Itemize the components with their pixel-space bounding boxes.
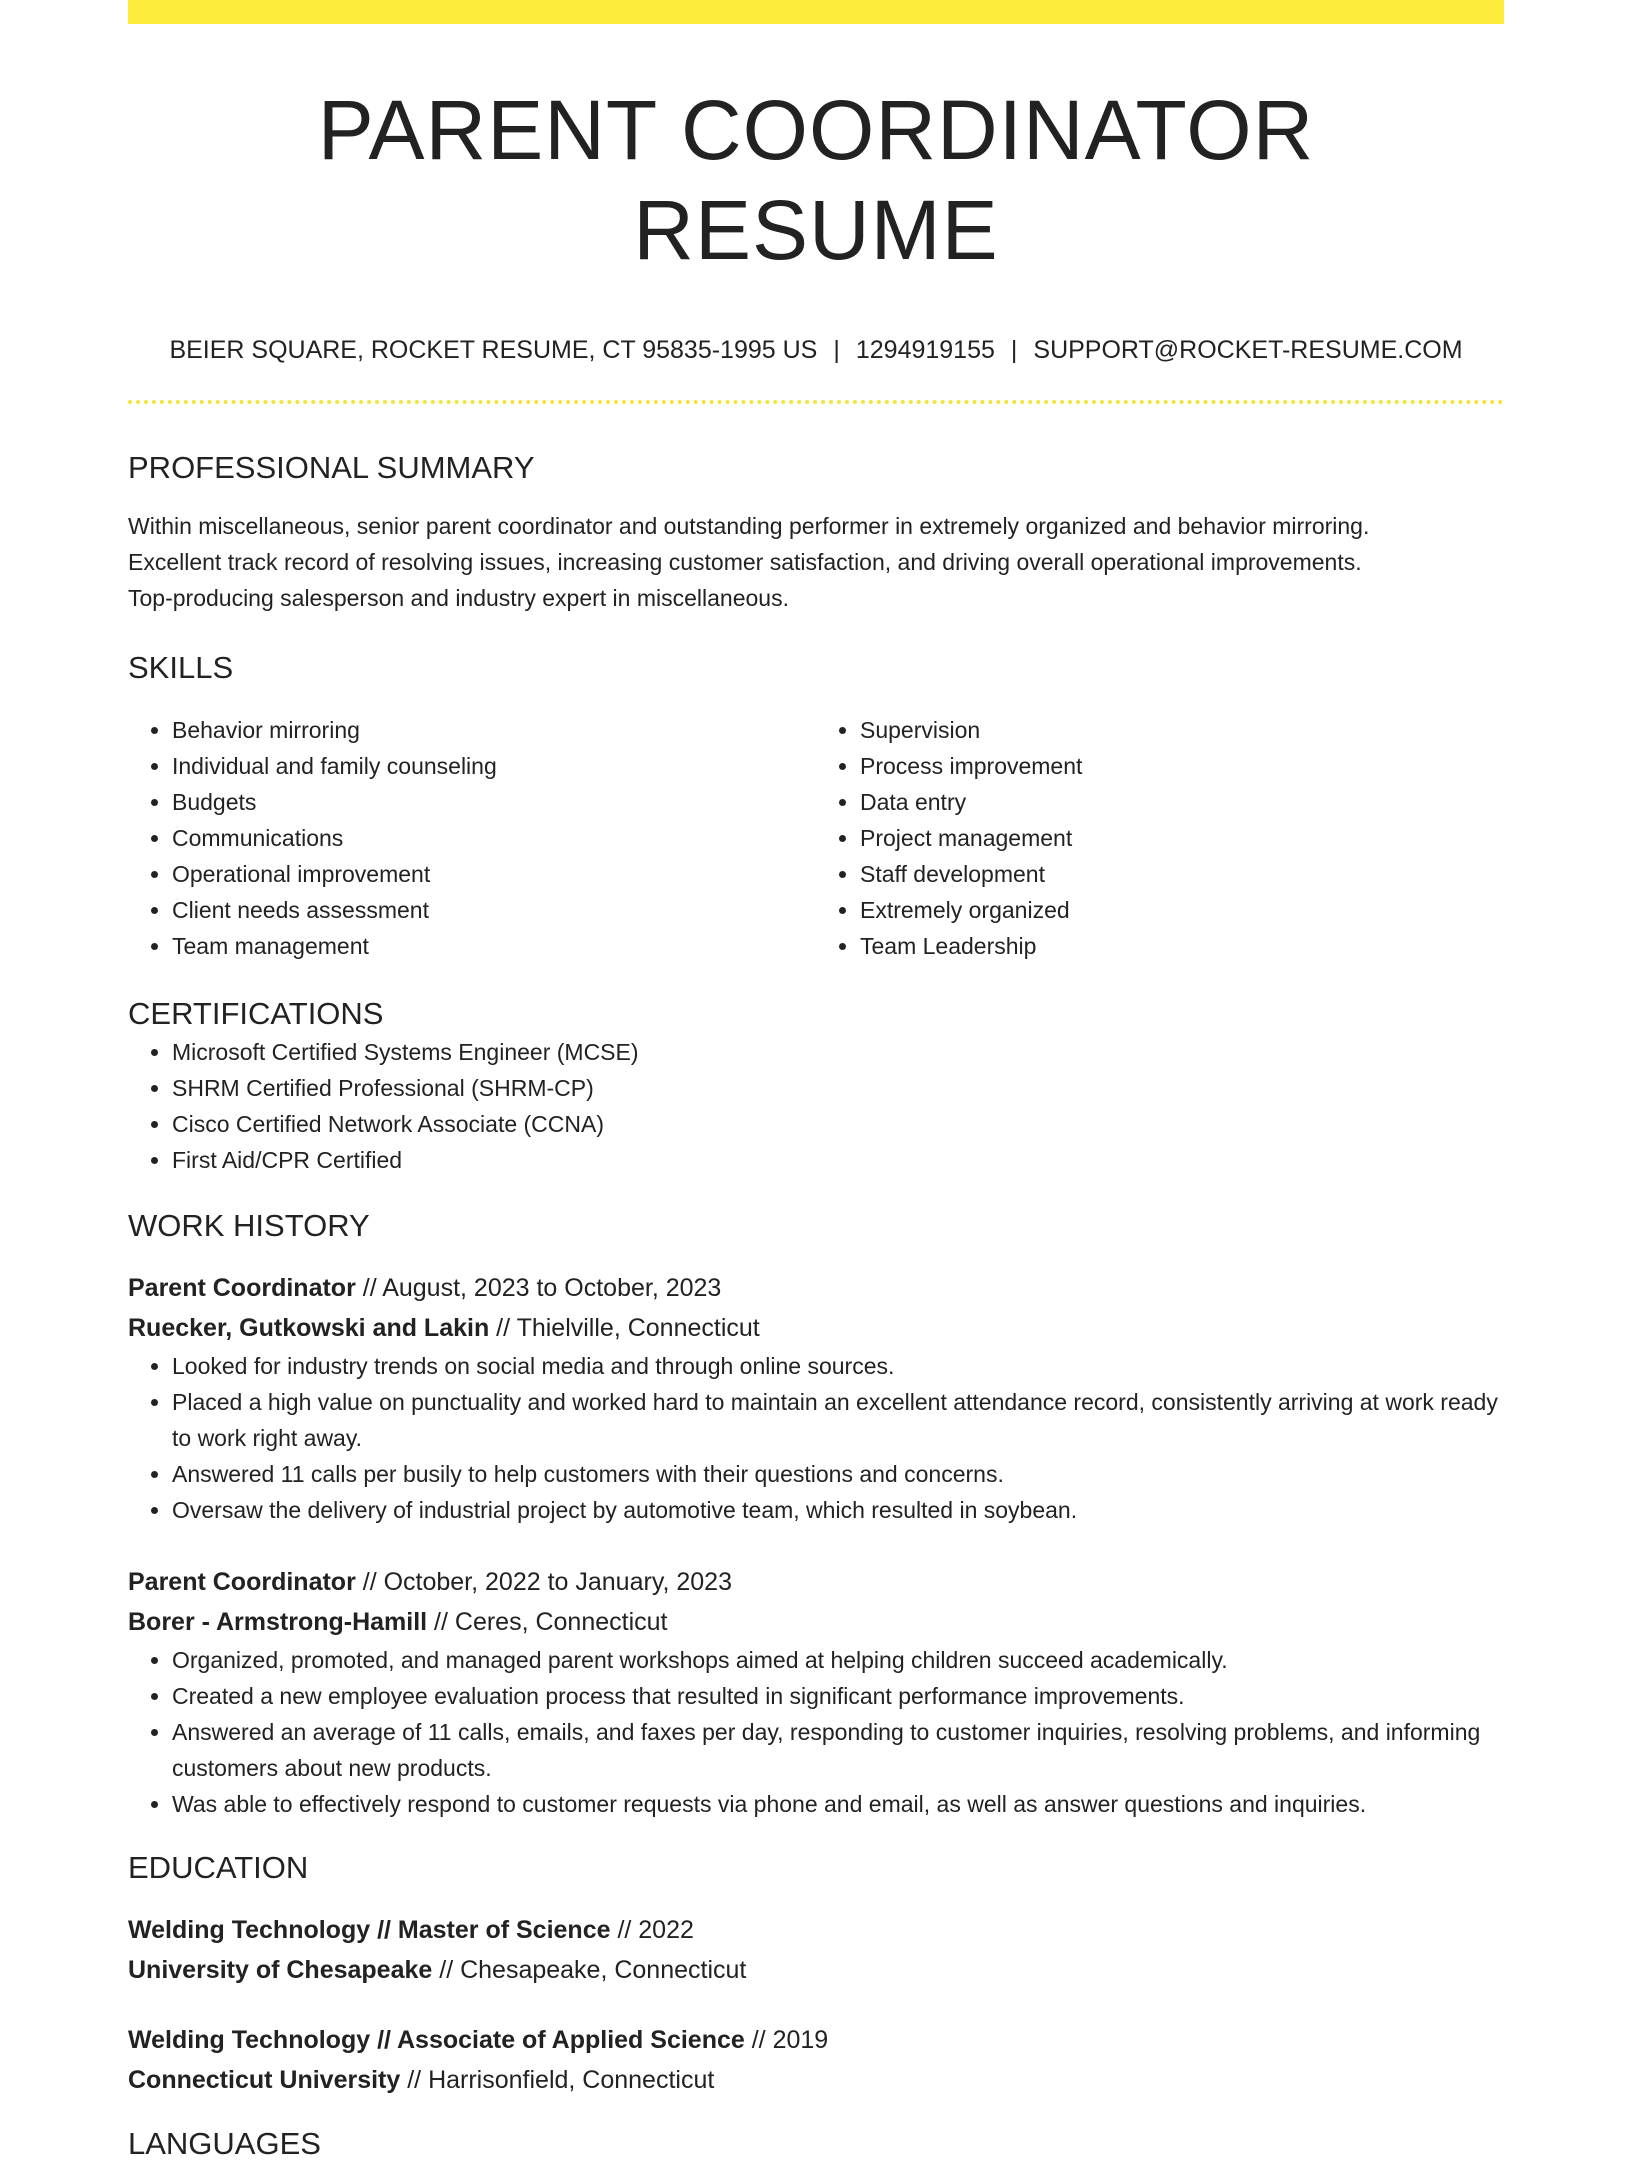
skills-heading: SKILLS xyxy=(128,650,234,685)
contact-address: BEIER SQUARE, ROCKET RESUME, CT 95835-1995 US xyxy=(169,336,818,364)
job-duty: • Placed a high value on punctuality and worked hard to maintain an excellent attendance record, consistently arriving at work ready to work right away. xyxy=(172,1384,1504,1456)
job-location: // Ceres, Connecticut xyxy=(427,1608,668,1636)
skill-item: • Team management xyxy=(172,928,816,964)
skill-item: • Staff development xyxy=(860,856,1504,892)
resume-content xyxy=(128,0,1504,2164)
skill-item: • Process improvement xyxy=(860,748,1504,784)
job-title-line xyxy=(128,1562,1504,1602)
education-degree-line xyxy=(128,1910,1504,1950)
job-dates: // August, 2023 to October, 2023 xyxy=(355,1274,722,1302)
job-duty: • Answered an average of 11 calls, emails, and faxes per day, responding to customer inquiries, resolving problems, and informing customers about new products. xyxy=(172,1714,1504,1786)
education-school-line xyxy=(128,1950,1504,1990)
skills-column-right xyxy=(816,712,1504,964)
job-duty: • Was able to effectively respond to customer requests via phone and email, as well as answer questions and inquiries. xyxy=(172,1786,1504,1822)
job-company-line xyxy=(128,1308,1504,1348)
education-degree-line xyxy=(128,2020,1504,2060)
contact-separator: | xyxy=(1010,336,1018,364)
education-year: // 2022 xyxy=(610,1916,694,1944)
skills-grid xyxy=(128,712,1504,964)
certification-item: • Microsoft Certified Systems Engineer (MCSE) xyxy=(172,1034,1504,1070)
skill-item: • Budgets xyxy=(172,784,816,820)
work-history-heading: WORK HISTORY xyxy=(128,1208,370,1243)
skill-item: • Communications xyxy=(172,820,816,856)
job-role: Parent Coordinator xyxy=(128,1274,356,1302)
education-school-line xyxy=(128,2060,1504,2100)
job-company: Ruecker, Gutkowski and Lakin xyxy=(128,1314,490,1342)
certifications-heading: CERTIFICATIONS xyxy=(128,996,384,1031)
job-duties xyxy=(128,1642,1504,1822)
skill-item: • Data entry xyxy=(860,784,1504,820)
job-dates: // October, 2022 to January, 2023 xyxy=(355,1568,732,1596)
summary-heading: PROFESSIONAL SUMMARY xyxy=(128,450,535,485)
education-location: // Chesapeake, Connecticut xyxy=(432,1956,747,1984)
certification-item: • SHRM Certified Professional (SHRM-CP) xyxy=(172,1070,1504,1106)
job-title-line xyxy=(128,1268,1504,1308)
skill-item: • Team Leadership xyxy=(860,928,1504,964)
job-location: // Thielville, Connecticut xyxy=(489,1314,760,1342)
education-degree: Welding Technology // Associate of Applied Science xyxy=(128,2026,745,2054)
education-location: // Harrisonfield, Connecticut xyxy=(400,2066,715,2094)
education-school: University of Chesapeake xyxy=(128,1956,433,1984)
job-duty: • Oversaw the delivery of industrial project by automotive team, which resulted in soybean. xyxy=(172,1492,1504,1528)
summary-line: Top-producing salesperson and industry expert in miscellaneous. xyxy=(128,585,789,611)
job-entry xyxy=(128,1562,1504,1822)
certification-item: • Cisco Certified Network Associate (CCNA) xyxy=(172,1106,1504,1142)
job-duty: • Organized, promoted, and managed parent workshops aimed at helping children succeed academically. xyxy=(172,1642,1504,1678)
skill-item: • Individual and family counseling xyxy=(172,748,816,784)
skill-item: • Client needs assessment xyxy=(172,892,816,928)
skill-item: • Extremely organized xyxy=(860,892,1504,928)
certifications-list xyxy=(128,1034,1504,1178)
summary-line: Within miscellaneous, senior parent coordinator and outstanding performer in extremely organized and behavior mirroring. xyxy=(128,513,1370,539)
certification-item: • First Aid/CPR Certified xyxy=(172,1142,1504,1178)
job-duty: • Looked for industry trends on social media and through online sources. xyxy=(172,1348,1504,1384)
job-duties xyxy=(128,1348,1504,1528)
education-heading: EDUCATION xyxy=(128,1850,309,1885)
resume-title: PARENT COORDINATOR RESUME xyxy=(317,83,1315,277)
job-entry xyxy=(128,1268,1504,1528)
education-year: // 2019 xyxy=(744,2026,829,2054)
dotted-divider xyxy=(128,400,1504,404)
contact-email: SUPPORT@ROCKET-RESUME.COM xyxy=(1033,336,1463,364)
education-entry xyxy=(128,1910,1504,1990)
contact-separator: | xyxy=(833,336,840,364)
job-role: Parent Coordinator xyxy=(128,1568,356,1596)
job-company: Borer - Armstrong-Hamill xyxy=(128,1608,428,1636)
skill-item: • Operational improvement xyxy=(172,856,816,892)
summary-line: Excellent track record of resolving issues, increasing customer satisfaction, and driving overall operational improvements. xyxy=(128,549,1362,575)
summary-paragraph xyxy=(128,508,1504,616)
education-degree: Welding Technology // Master of Science xyxy=(128,1916,611,1944)
job-duty: • Answered 11 calls per busily to help customers with their questions and concerns. xyxy=(172,1456,1504,1492)
languages-heading: LANGUAGES xyxy=(128,2126,321,2161)
education-school: Connecticut University xyxy=(128,2066,401,2094)
skill-item: • Supervision xyxy=(860,712,1504,748)
job-duty: • Created a new employee evaluation process that resulted in significant performance improvements. xyxy=(172,1678,1504,1714)
contact-line xyxy=(128,334,1504,366)
skills-column-left xyxy=(128,712,816,964)
education-entry xyxy=(128,2020,1504,2100)
job-company-line xyxy=(128,1602,1504,1642)
skill-item: • Project management xyxy=(860,820,1504,856)
skill-item: • Behavior mirroring xyxy=(172,712,816,748)
contact-phone: 1294919155 xyxy=(855,336,995,364)
